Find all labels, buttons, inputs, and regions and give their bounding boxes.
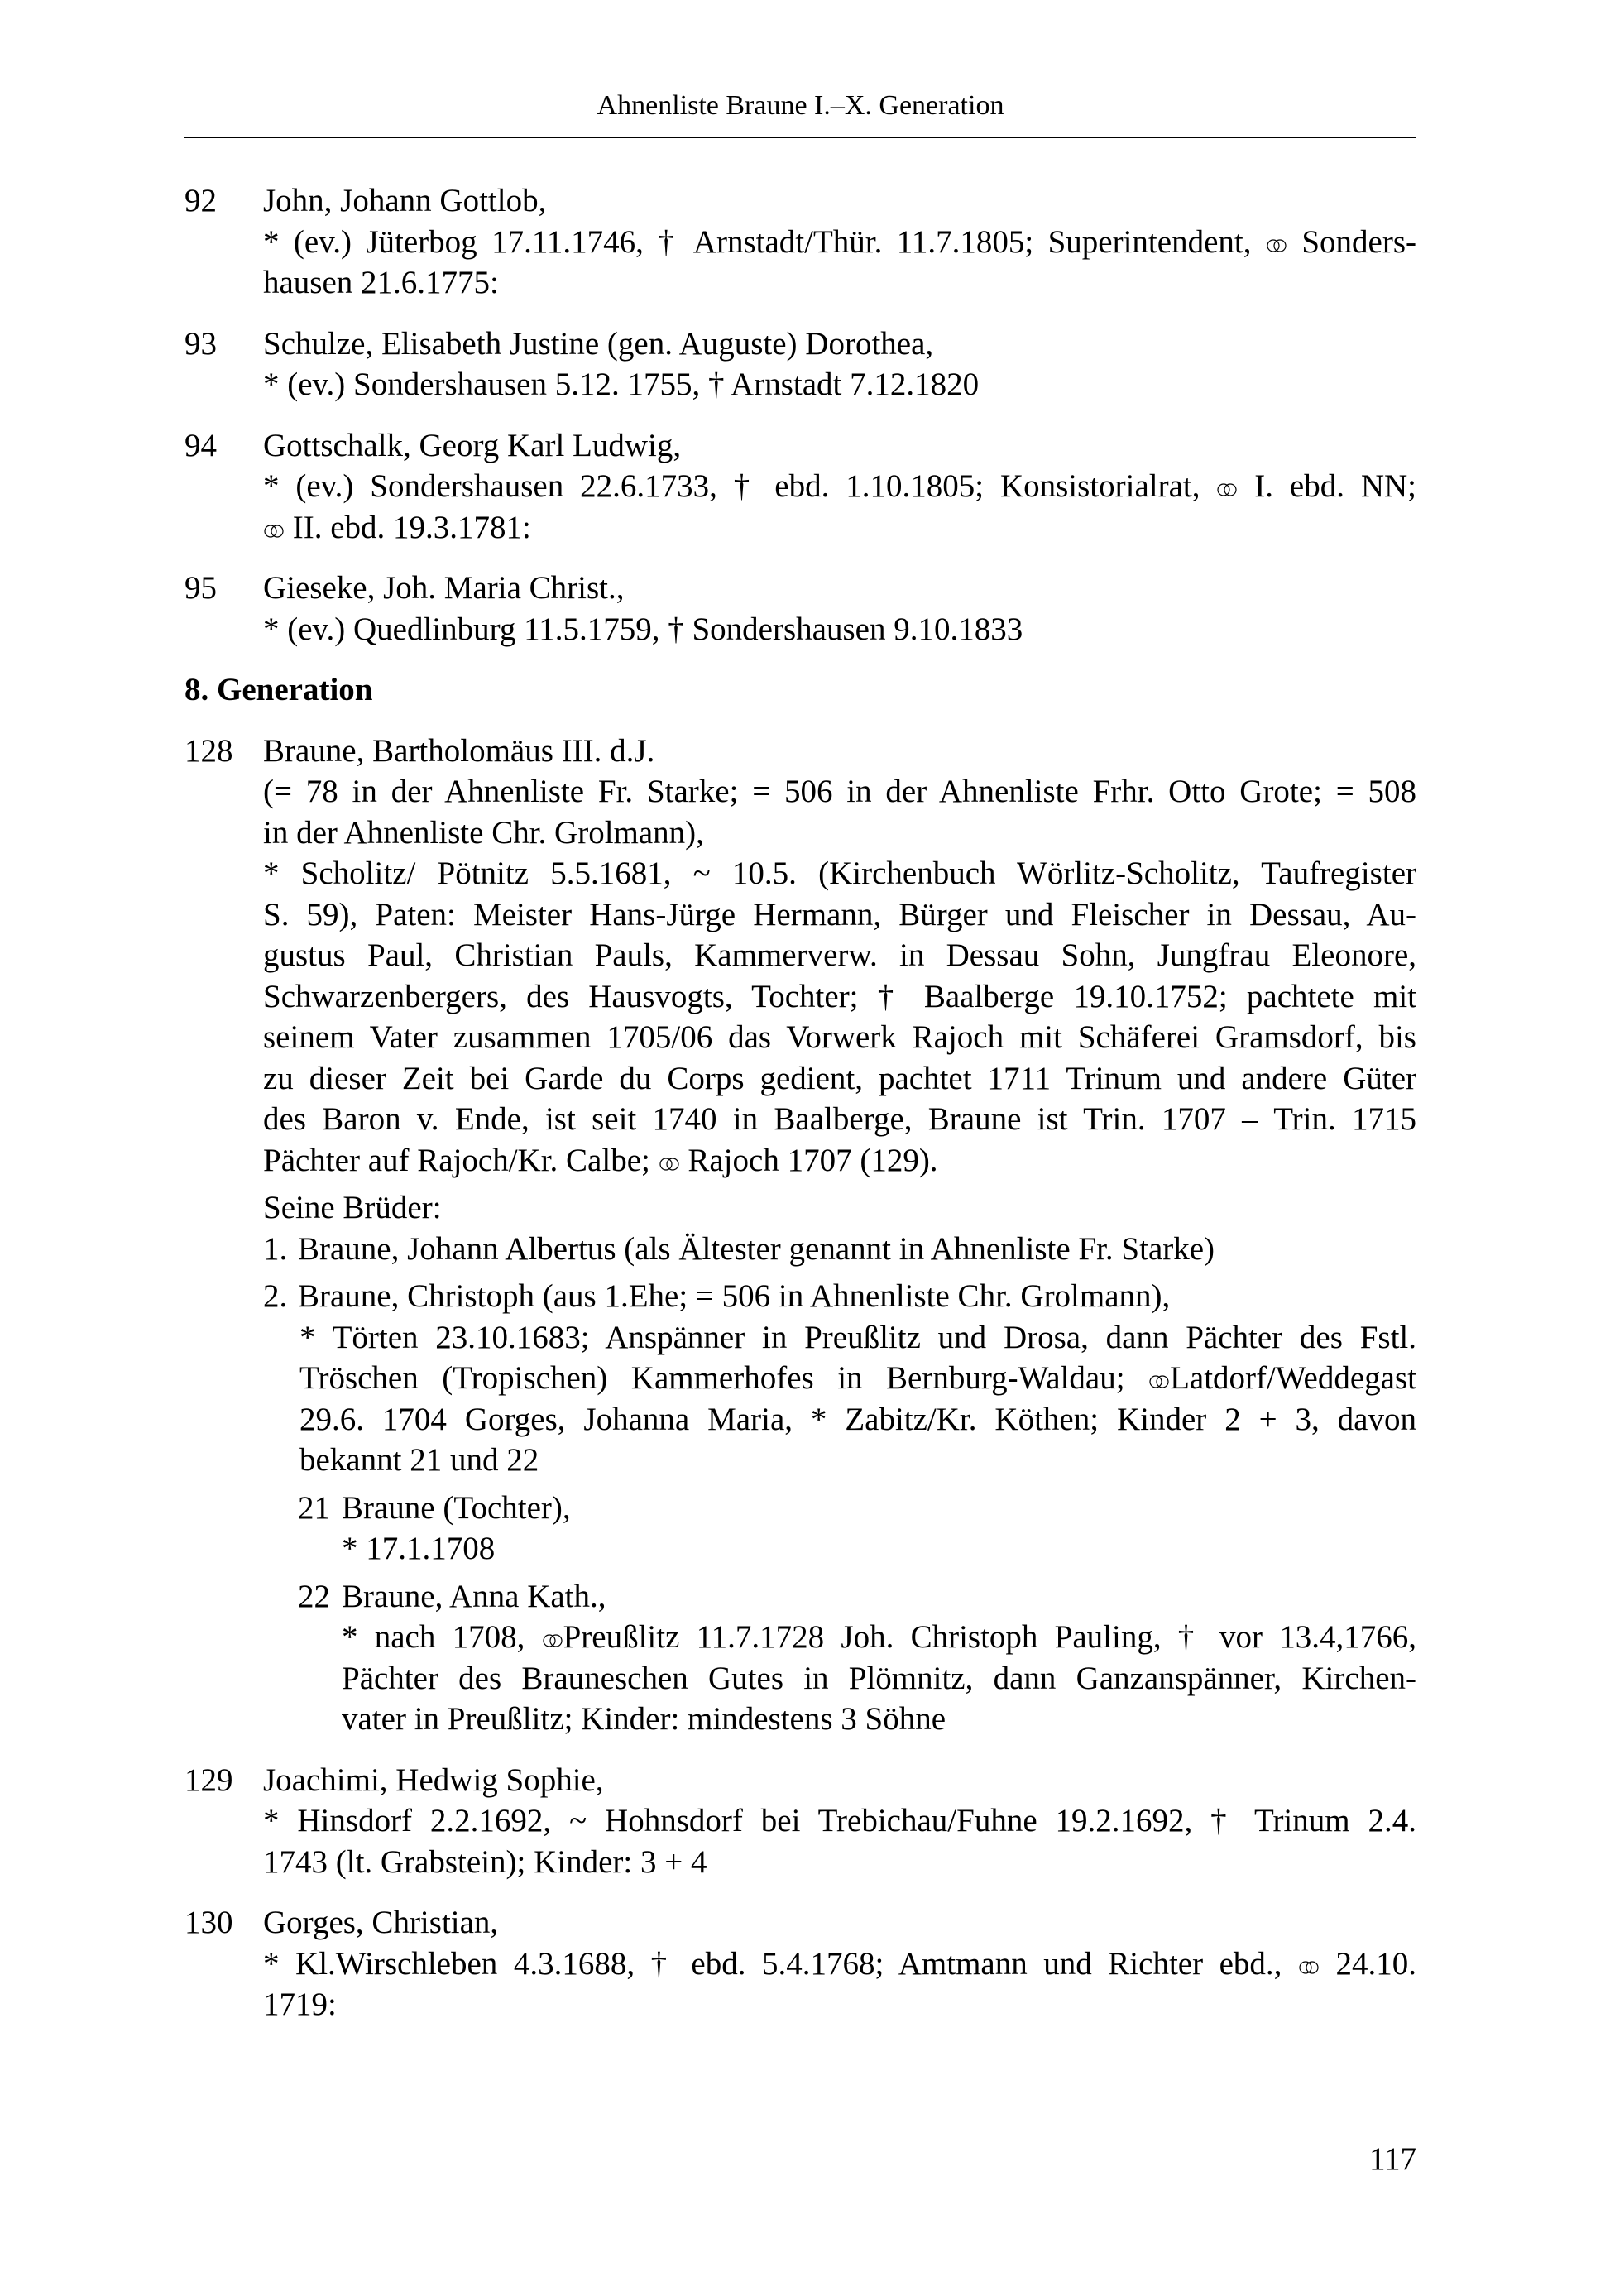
brother-text: Braune, Johann Albertus (als Ältester genannt in Ahnenliste Fr. Starke) bbox=[298, 1230, 1215, 1267]
entry-detail-line: * (ev.) Jüterbog 17.11.1746, † Arnstadt/Thür. 11.7.1805; Superintendent, Sonders- bbox=[263, 223, 1416, 260]
entry-number: 130 bbox=[184, 1905, 233, 1940]
entry-detail-line: * Hinsdorf 2.2.1692, ~ Hohnsdorf bei Trebichau/Fuhne 19.2.1692, † Trinum 2.4. bbox=[263, 1803, 1416, 1838]
entry-detail-line: * (ev.) Quedlinburg 11.5.1759, † Sondershausen 9.10.1833 bbox=[263, 611, 1023, 647]
child-detail-line: Pächter des Brauneschen Gutes in Plömnitz, dann Ganzanspänner, Kirchen- bbox=[342, 1660, 1416, 1696]
brother-detail-line: Tröschen (Tropischen) Kammerhofes in Bernburg-Waldau; Latdorf/Weddegast bbox=[299, 1360, 1416, 1396]
brother-details bbox=[298, 1317, 1416, 1481]
child-detail-line: * 17.1.1708 bbox=[342, 1531, 496, 1566]
entry-detail-line: Schwarzenbergers, des Hausvogts, Tochter; † Baalberge 19.10.1752; pachtete mit bbox=[263, 978, 1416, 1014]
marriage-rings-icon bbox=[1148, 1374, 1170, 1389]
entry-detail-line: * (ev.) Sondershausen 5.12. 1755, † Arnstadt 7.12.1820 bbox=[263, 367, 980, 402]
entry-name: Gieseke, Joh. Maria Christ., bbox=[263, 570, 625, 606]
child-name: Braune, Anna Kath., bbox=[342, 1578, 606, 1614]
entry-name: Schulze, Elisabeth Justine (gen. Auguste) Dorothea, bbox=[263, 325, 934, 362]
marriage-rings-icon bbox=[659, 1157, 680, 1172]
child-detail-line: vater in Preußlitz; Kinder: mindestens 3 Söhne bbox=[342, 1701, 946, 1737]
entry-number: 92 bbox=[184, 183, 217, 218]
ancestor-entry-128 bbox=[184, 731, 1416, 1740]
entry-number: 94 bbox=[184, 427, 217, 463]
brothers-block bbox=[263, 1187, 1416, 1740]
brother-number: 2. bbox=[263, 1278, 288, 1314]
entry-detail-line: Pächter auf Rajoch/Kr. Calbe; Rajoch 1707 (129). bbox=[263, 1142, 938, 1178]
section-heading: 8. Generation bbox=[184, 672, 373, 707]
entry-number: 93 bbox=[184, 325, 217, 362]
header-rule bbox=[184, 137, 1416, 138]
entry-name: Gorges, Christian, bbox=[263, 1905, 499, 1940]
entry-name: Joachimi, Hedwig Sophie, bbox=[263, 1762, 604, 1798]
brother-detail-line: 29.6. 1704 Gorges, Johanna Maria, * Zabitz/Kr. Köthen; Kinder 2 + 3, davon bbox=[299, 1401, 1416, 1437]
ancestor-entry-129 bbox=[184, 1760, 1416, 1883]
entry-name: Gottschalk, Georg Karl Ludwig, bbox=[263, 427, 682, 463]
entry-detail-line: * Kl.Wirschleben 4.3.1688, † ebd. 5.4.1768; Amtmann und Richter ebd., 24.10. bbox=[263, 1945, 1417, 1982]
child-detail-line: * nach 1708, Preußlitz 11.7.1728 Joh. Christoph Pauling, † vor 13.4,1766, bbox=[342, 1619, 1416, 1655]
entry-name: Braune, Bartholomäus III. d.J. bbox=[263, 732, 655, 769]
marriage-rings-icon bbox=[1298, 1960, 1320, 1975]
brother-number: 1. bbox=[263, 1230, 288, 1267]
entry-detail-line: * (ev.) Sondershausen 22.6.1733, † ebd. 1.10.1805; Konsistorialrat, I. ebd. NN; bbox=[263, 468, 1416, 504]
child-number: 21 bbox=[298, 1489, 330, 1526]
page-number: 117 bbox=[1368, 2141, 1416, 2177]
entry-number: 129 bbox=[184, 1762, 233, 1798]
entry-detail-line: * Scholitz/ Pötnitz 5.5.1681, ~ 10.5. (Kirchenbuch Wörlitz-Scholitz, Taufregister bbox=[263, 856, 1416, 891]
entry-name: John, Johann Gottlob, bbox=[263, 183, 547, 218]
brother-item-2 bbox=[263, 1276, 1416, 1740]
marriage-rings-icon bbox=[263, 524, 285, 539]
child-item-22 bbox=[298, 1576, 1416, 1740]
ancestor-entry-130 bbox=[184, 1902, 1416, 2025]
marriage-rings-icon bbox=[542, 1633, 563, 1648]
brother-text: Braune, Christoph (aus 1.Ehe; = 506 in Ahnenliste Chr. Grolmann), bbox=[298, 1278, 1171, 1314]
entry-detail-line: seinem Vater zusammen 1705/06 das Vorwerk Rajoch mit Schäferei Gramsdorf, bis bbox=[263, 1019, 1416, 1055]
marriage-rings-icon bbox=[1216, 482, 1238, 497]
running-header: Ahnenliste Braune I.–X. Generation bbox=[597, 90, 1004, 121]
ancestor-entry-94 bbox=[184, 425, 1416, 549]
children-list bbox=[298, 1488, 1416, 1740]
entry-detail-line: gustus Paul, Christian Pauls, Kammerverw. in Dessau Sohn, Jungfrau Eleonore, bbox=[263, 937, 1416, 973]
brother-detail-line: * Törten 23.10.1683; Anspänner in Preußlitz und Drosa, dann Pächter des Fstl. bbox=[299, 1319, 1416, 1355]
entry-number: 95 bbox=[184, 570, 217, 606]
brothers-label: Seine Brüder: bbox=[263, 1190, 442, 1225]
entry-detail-line: zu dieser Zeit bei Garde du Corps gedient, pachtet 1711 Trinum und andere Güter bbox=[263, 1060, 1416, 1096]
ancestor-entry-95 bbox=[184, 568, 1416, 649]
entry-detail-line: 1743 (lt. Grabstein); Kinder: 3 + 4 bbox=[263, 1843, 707, 1880]
entry-detail-line: in der Ahnenliste Chr. Grolmann), bbox=[263, 814, 704, 851]
child-name: Braune (Tochter), bbox=[342, 1489, 571, 1526]
entry-detail-line: II. ebd. 19.3.1781: bbox=[263, 507, 1416, 549]
marriage-rings-icon bbox=[1266, 238, 1287, 253]
ancestor-entry-93 bbox=[184, 324, 1416, 405]
child-item-21 bbox=[298, 1488, 1416, 1570]
page-content bbox=[184, 180, 1416, 2045]
entry-detail-line: hausen 21.6.1775: bbox=[263, 265, 499, 300]
entry-detail-line: des Baron v. Ende, ist seit 1740 in Baalberge, Braune ist Trin. 1707 – Trin. 1715 bbox=[263, 1101, 1416, 1137]
brother-detail-line: bekannt 21 und 22 bbox=[299, 1442, 539, 1478]
entry-detail-line: (= 78 in der Ahnenliste Fr. Starke; = 506 in der Ahnenliste Frhr. Otto Grote; = 508 bbox=[263, 774, 1416, 809]
brother-item-1 bbox=[263, 1229, 1416, 1270]
entry-number: 128 bbox=[184, 732, 233, 769]
ancestor-entry-92 bbox=[184, 180, 1416, 304]
entry-detail-line: 1719: bbox=[263, 1987, 337, 2022]
child-number: 22 bbox=[298, 1578, 330, 1614]
entry-detail-line: S. 59), Paten: Meister Hans-Jürge Hermann, Bürger und Fleischer in Dessau, Au- bbox=[263, 896, 1416, 932]
